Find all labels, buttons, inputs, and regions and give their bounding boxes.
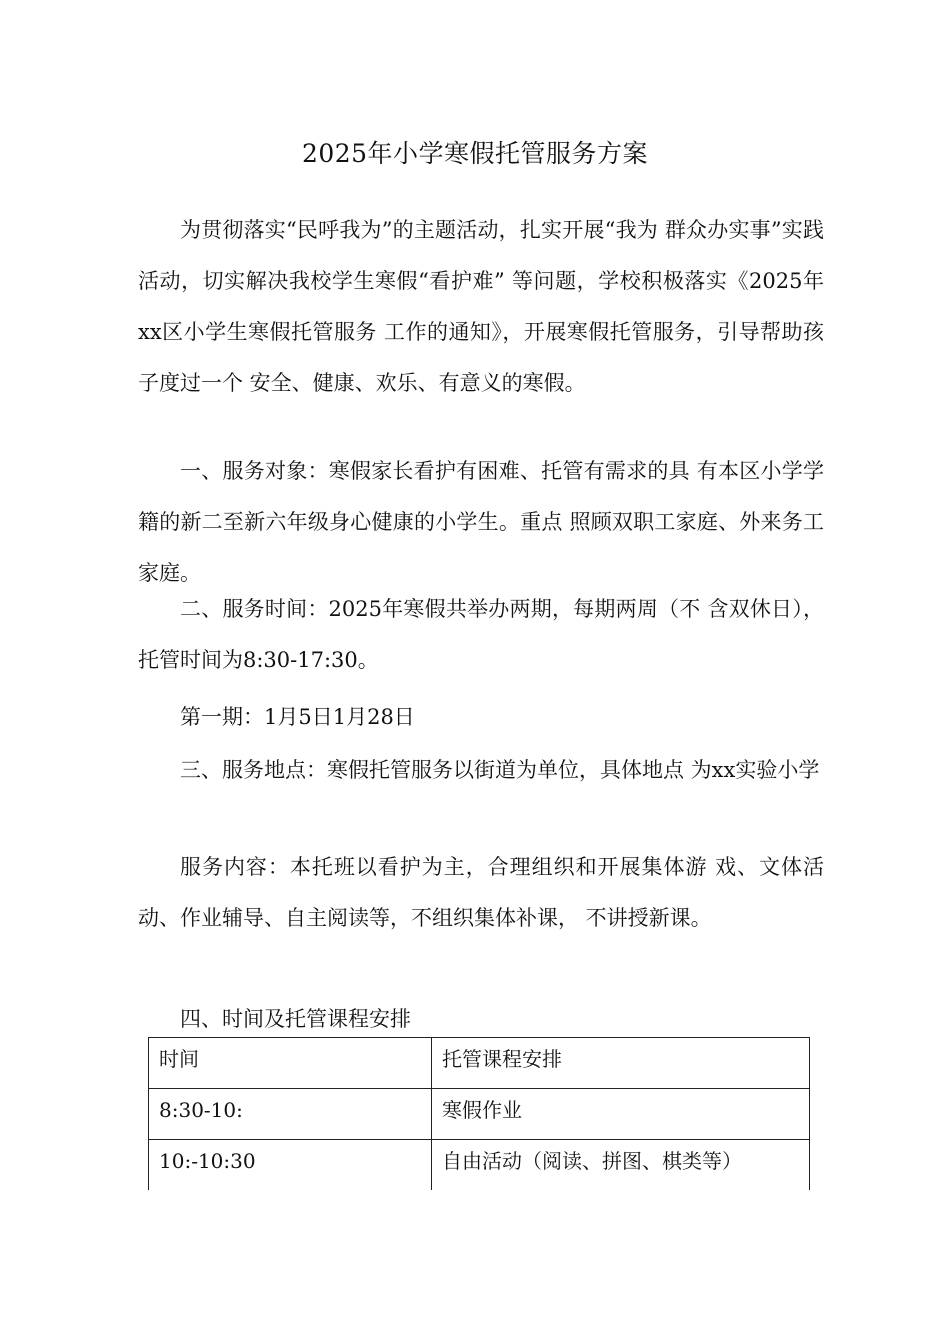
- row-course-cell: 寒假作业: [432, 1089, 810, 1140]
- table-row: [149, 1140, 810, 1191]
- row-time-cell: 10:-10:30: [149, 1140, 432, 1191]
- service-time-paragraph: 二、服务时间：2025年寒假共举办两期，每期两周（不 含双休日），托管时间为8:30-17:30。: [138, 597, 824, 672]
- table-header-row: [149, 1038, 810, 1089]
- header-course: 托管课程安排: [432, 1038, 810, 1089]
- service-target-paragraph: 一、服务对象：寒假家长看护有困难、托管有需求的具 有本区小学学籍的新二至新六年级身心健康的小学生。重点 照顾双职工家庭、外来务工家庭。: [138, 459, 824, 585]
- first-period-paragraph: 第一期：1月5日1月28日: [180, 705, 415, 729]
- row-time-cell: 8:30-10:: [149, 1089, 432, 1140]
- header-time: 时间: [149, 1038, 432, 1089]
- service-location-paragraph: 三、服务地点：寒假托管服务以街道为单位，具体地点 为xx实验小学: [180, 758, 820, 782]
- intro-paragraph: 为贯彻落实“民呼我为”的主题活动，扎实开展“我为 群众办实事”实践活动，切实解决我校学生寒假“看护难” 等问题，学校积极落实《2025年xx区小学生寒假托管服务 工作的通知》，开展寒假托管服务，引导帮助孩子度过一个 安全、健康、欢乐、有意义的寒假。: [138, 218, 824, 395]
- document-title: 2025年小学寒假托管服务方案: [301, 139, 649, 168]
- table-row: [149, 1089, 810, 1140]
- service-content-paragraph: 服务内容：本托班以看护为主，合理组织和开展集体游 戏、文体活动、作业辅导、自主阅读等，不组织集体补课， 不讲授新课。: [138, 855, 824, 930]
- schedule-table: [148, 1037, 810, 1190]
- row-course-cell: 自由活动（阅读、拼图、棋类等）: [432, 1140, 810, 1191]
- schedule-heading: 四、时间及托管课程安排: [180, 1007, 411, 1031]
